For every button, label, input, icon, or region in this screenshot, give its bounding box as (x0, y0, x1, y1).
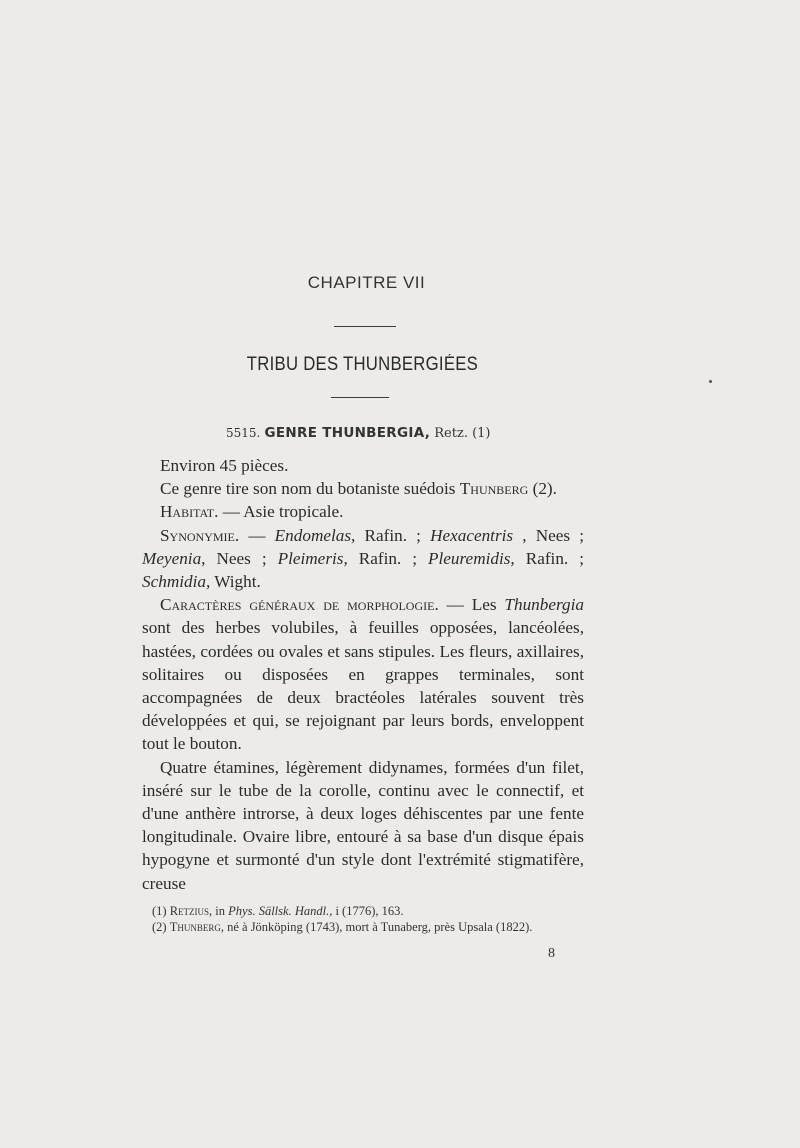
person-name: Retzius, (169, 904, 213, 918)
person-name: Thunberg (459, 479, 529, 499)
genus-author: Retz. (1) (434, 426, 491, 441)
text-span: Wight. (210, 572, 261, 592)
footnote-number: (2) (152, 919, 170, 934)
heading-rule-top (334, 326, 396, 327)
publication-title: Phys. Sällsk. Handl., (228, 904, 333, 918)
paragraph-etymology (142, 477, 584, 500)
section-label: Caractères généraux de morphologie. (160, 595, 439, 615)
paragraph-species-count: Environ 45 pièces. (160, 456, 289, 475)
text-span: Nees ; (205, 548, 278, 568)
synonym: Schmidia, (142, 572, 211, 592)
body-text (142, 454, 584, 895)
section-label: Habitat. (160, 502, 219, 522)
text-span: — (239, 525, 275, 545)
text-span: Rafin. ; (347, 548, 429, 568)
genus-number: 5515. (226, 426, 261, 440)
footnote-2 (142, 920, 584, 936)
footnote-number: (1) (152, 904, 170, 918)
text-span: né à Jönköping (1743), mort à Tunaberg, près Upsala (1822). (223, 919, 533, 934)
synonym: Pleuremidis, (428, 548, 515, 568)
person-name: Thunberg, (169, 919, 224, 934)
text-span: , Nees ; (513, 525, 584, 545)
signature-mark: 8 (548, 946, 555, 961)
paper-speck (709, 380, 712, 383)
text-span: (2). (528, 479, 557, 499)
synonym: Endomelas, (274, 525, 356, 545)
heading-rule-bottom (331, 397, 389, 398)
tribe-heading: TRIBU DES THUNBERGIÉES (246, 354, 479, 375)
synonym: Hexacentris (430, 525, 514, 545)
footnote-1 (142, 904, 584, 920)
genus-italic: Thunbergia (504, 595, 584, 615)
text-span: i (1776), 163. (332, 904, 404, 918)
text-span: Ce genre tire son nom du botaniste suédois (160, 479, 460, 499)
paragraph-synonymy (142, 524, 584, 594)
footnotes (142, 904, 584, 935)
genus-name: GENRE THUNBERGIA, (264, 425, 431, 441)
paragraph-stamens: Quatre étamines, légèrement didynames, formées d'un filet, inséré sur le tube de la corolle, continu avec le connectif, et d'une anthère introrse, à deux loges déhiscentes par une fente longitudinale. Ovaire libre, entouré à sa base d'un disque épais hypogyne et surmonté d'un style dont l'extrémité stigmatifère, creuse (142, 757, 584, 893)
text-span: — Asie tropicale. (218, 502, 344, 522)
synonym: Pleimeris, (277, 548, 348, 568)
text-span: Rafin. ; (355, 525, 431, 545)
text-span: — Les (438, 595, 505, 615)
paragraph-habitat (142, 500, 584, 523)
genus-heading (226, 425, 491, 441)
synonym: Meyenia, (142, 548, 206, 568)
text-span: sont des herbes volubiles, à feuilles opposées, lancéolées, hastées, cordées ou ovales et sans stipules. Les fleurs, axillaires, solitaires ou disposées en grappes terminales, sont accompagnées de deux bractéoles latérales souvent très développées et qui, se rejoignant par leurs bords, enveloppent tout le bouton. (142, 618, 584, 754)
chapter-heading: CHAPITRE VII (307, 273, 426, 292)
text-span: Rafin. ; (514, 548, 584, 568)
section-label: Synonymie. (160, 525, 240, 545)
text-span: in (212, 904, 229, 918)
paragraph-morphology (142, 593, 584, 755)
